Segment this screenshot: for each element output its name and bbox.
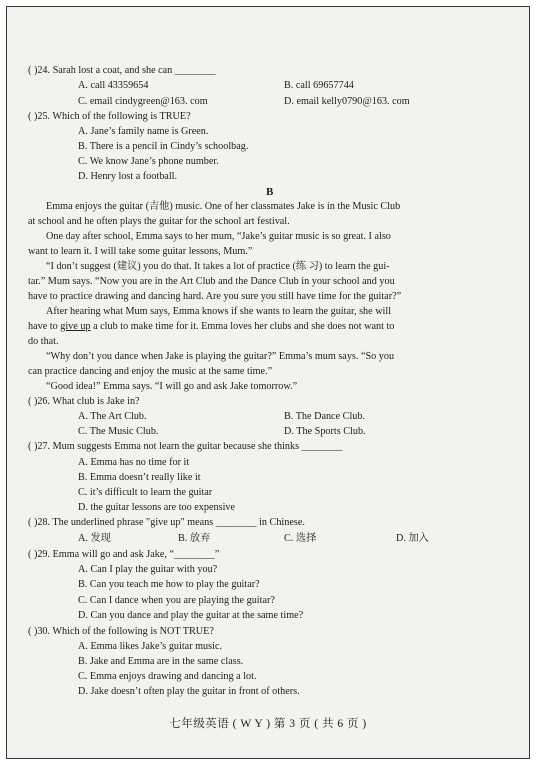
q28-stem: ( )28. The underlined phrase "give up" means ________ in Chinese. xyxy=(28,517,305,528)
q24-stem: ( )24. Sarah lost a coat, and she can ________ xyxy=(28,65,216,76)
q30-option-a: A. Emma likes Jake’s guitar music. xyxy=(78,641,223,652)
q29-option-a: A. Can I play the guitar with you? xyxy=(78,564,218,575)
passage-line: want to learn it. I will take some guitar lessons, Mum.” xyxy=(28,246,253,257)
q28-option-d: D. 加入 xyxy=(396,533,429,544)
q25-option-a: A. Jane’s family name is Green. xyxy=(78,126,209,137)
q28-option-c: C. 选择 xyxy=(284,533,317,544)
q27-option-a: A. Emma has no time for it xyxy=(78,457,190,468)
q26-option-b: B. The Dance Club. xyxy=(284,411,366,422)
q24-option-a: A. call 43359654 xyxy=(78,80,149,91)
passage-line: Emma enjoys the guitar (吉他) music. One of her classmates Jake is in the Music Club xyxy=(46,201,401,212)
q24-option-d: D. email kelly0790@163. com xyxy=(284,96,410,107)
page-footer: 七年级英语 ( W Y ) 第 3 页 ( 共 6 页 ) xyxy=(169,718,367,730)
q30-option-c: C. Emma enjoys drawing and dancing a lot. xyxy=(78,671,257,682)
q29-option-b: B. Can you teach me how to play the guitar? xyxy=(78,579,260,590)
q27-option-b: B. Emma doesn’t really like it xyxy=(78,472,201,483)
q28-option-b: B. 放弃 xyxy=(178,533,211,544)
q26-option-d: D. The Sports Club. xyxy=(284,426,366,437)
q30-option-d: D. Jake doesn’t often play the guitar in front of others. xyxy=(78,686,300,697)
passage-text: a club to make time for it. Emma loves her clubs and she does not want to xyxy=(90,321,395,332)
q26-stem: ( )26. What club is Jake in? xyxy=(28,396,140,407)
q27-option-c: C. it’s difficult to learn the guitar xyxy=(78,487,213,498)
q27-stem: ( )27. Mum suggests Emma not learn the guitar because she thinks ________ xyxy=(28,441,343,452)
section-b-heading: B xyxy=(266,186,274,198)
q26-option-a: A. The Art Club. xyxy=(78,411,147,422)
q28-option-a: A. 发现 xyxy=(78,533,111,544)
q25-stem: ( )25. Which of the following is TRUE? xyxy=(28,111,191,122)
q29-option-d: D. Can you dance and play the guitar at the same time? xyxy=(78,610,304,621)
passage-line: One day after school, Emma says to her mum, “Jake’s guitar music is so great. I also xyxy=(46,231,391,242)
passage-line: “I don’t suggest (建议) you do that. It takes a lot of practice (练 习) to learn the gui- xyxy=(46,261,390,272)
passage-line xyxy=(28,320,394,333)
passage-line: “Why don’t you dance when Jake is playing the guitar?” Emma’s mum says. “So you xyxy=(46,351,395,362)
q29-option-c: C. Can I dance when you are playing the guitar? xyxy=(78,595,275,606)
underlined-phrase-give-up: give up xyxy=(60,321,91,332)
passage-line: have to practice drawing and dancing hard. Are you sure you still have time for the guitar?” xyxy=(28,291,402,302)
passage-line: “Good idea!” Emma says. “I will go and ask Jake tomorrow.” xyxy=(46,381,298,392)
q24-option-c: C. email cindygreen@163. com xyxy=(78,96,208,107)
q27-option-d: D. the guitar lessons are too expensive xyxy=(78,502,236,513)
q30-option-b: B. Jake and Emma are in the same class. xyxy=(78,656,244,667)
q29-stem: ( )29. Emma will go and ask Jake, “________” xyxy=(28,549,220,560)
passage-line: tar.” Mum says. “Now you are in the Art Club and the Dance Club in your school and you xyxy=(28,276,395,287)
q25-option-d: D. Henry lost a football. xyxy=(78,171,178,182)
q26-option-c: C. The Music Club. xyxy=(78,426,159,437)
q25-option-c: C. We know Jane’s phone number. xyxy=(78,156,219,167)
passage-text: have to xyxy=(28,321,61,332)
passage-line: do that. xyxy=(28,336,59,347)
passage-line: at school and he often plays the guitar for the school art festival. xyxy=(28,216,290,227)
q30-stem: ( )30. Which of the following is NOT TRUE? xyxy=(28,626,214,637)
q25-option-b: B. There is a pencil in Cindy’s schoolbag. xyxy=(78,141,249,152)
q24-option-b: B. call 69657744 xyxy=(284,80,354,91)
passage-line: can practice dancing and enjoy the music at the same time.” xyxy=(28,366,273,377)
passage-line: After hearing what Mum says, Emma knows if she wants to learn the guitar, she will xyxy=(46,306,392,317)
